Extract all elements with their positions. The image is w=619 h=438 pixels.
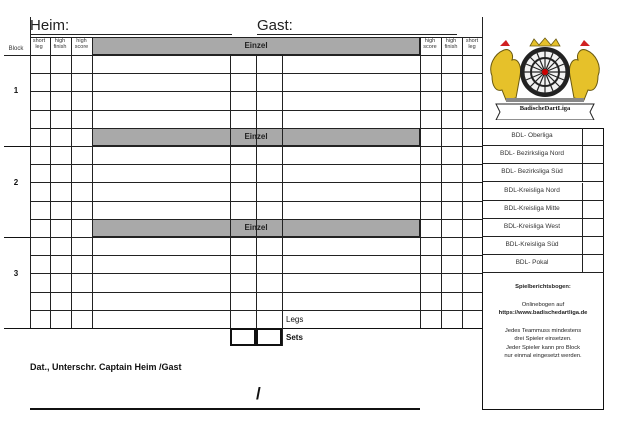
info-url-link[interactable]: https://www.badischedartliga.de (498, 310, 588, 316)
signature-label: Dat., Unterschr. Captain Heim /Gast (30, 362, 182, 372)
legs-column-line (282, 310, 283, 346)
away-sets-box[interactable] (256, 328, 282, 346)
league-checkbox[interactable] (582, 146, 604, 164)
grid-column-line (282, 55, 283, 146)
grid-column-line (420, 219, 421, 328)
league-logo (486, 36, 604, 120)
grid-column-line (50, 219, 51, 328)
grid-column-line (441, 219, 442, 328)
league-label: BDL- Pokal (515, 259, 549, 266)
block-number: 1 (13, 86, 19, 95)
short-leg-header: short leg (32, 38, 46, 50)
league-label: BDL-Kreisliga West (503, 223, 561, 230)
league-label: BDL- Bezirksliga Nord (500, 150, 564, 157)
league-row[interactable] (482, 128, 604, 146)
league-checkbox[interactable] (582, 164, 604, 182)
home-team-label: Heim: (30, 17, 70, 34)
right-high-finish-header: high finish (444, 38, 458, 50)
grid-column-line (71, 219, 72, 328)
block-column-header: Block (8, 46, 24, 52)
league-checkbox[interactable] (582, 183, 604, 201)
grid-column-line (282, 146, 283, 237)
block-header-line (4, 55, 30, 56)
high-finish-header: high finish (53, 38, 67, 50)
away-team-field[interactable] (257, 34, 457, 35)
league-row[interactable] (482, 219, 604, 237)
home-sets-box[interactable] (230, 328, 256, 346)
info-note: drei Spieler einsetzen. (514, 336, 572, 342)
league-label: BDL-Kreisliga Süd (505, 241, 559, 248)
block-separator-line (30, 17, 31, 312)
league-checkbox[interactable] (582, 237, 604, 255)
grid-column-line (230, 146, 231, 237)
league-row[interactable] (482, 255, 604, 273)
away-team-label: Gast: (257, 17, 293, 34)
grid-column-line (230, 55, 231, 146)
league-label: BDL-Kreisliga Mitte (504, 205, 560, 212)
section-top-line (30, 128, 482, 129)
grid-column-line (256, 55, 257, 146)
signature-separator: / (256, 384, 261, 403)
league-row[interactable] (482, 201, 604, 219)
league-checkbox[interactable] (582, 201, 604, 219)
right-short-leg-header: short leg (465, 38, 479, 50)
grid-column-line (462, 219, 463, 328)
signature-line[interactable] (30, 408, 420, 410)
section-title-einzel: Einzel (92, 219, 420, 237)
right-high-score-header: high score (423, 38, 437, 50)
league-row[interactable] (482, 164, 604, 182)
league-row[interactable] (482, 146, 604, 164)
league-row[interactable] (482, 237, 604, 255)
block-number: 2 (13, 178, 19, 187)
league-label: BDL- Bezirksliga Süd (501, 168, 563, 175)
section-title-einzel: Einzel (92, 128, 420, 146)
league-checkbox[interactable] (582, 255, 604, 273)
block-number: 3 (13, 269, 19, 278)
high-score-header: high score (74, 38, 89, 50)
sets-label: Sets (286, 333, 303, 342)
section-title-einzel: Einzel (92, 37, 420, 55)
info-note: Jedes Teammuss mindestens (504, 328, 582, 334)
league-label: BDL-Kreisliga Nord (504, 187, 560, 194)
legs-label: Legs (286, 315, 304, 324)
league-row[interactable] (482, 183, 604, 201)
info-note: Jeder Spieler kann pro Block (505, 345, 581, 351)
info-note: nur einmal eingesetzt werden. (504, 353, 582, 359)
league-label: BDL- Oberliga (511, 132, 553, 139)
section-top-line (30, 37, 482, 38)
home-team-field[interactable] (30, 34, 232, 35)
league-checkbox[interactable] (582, 219, 604, 237)
grid-column-line (256, 146, 257, 237)
section-top-line (30, 219, 482, 220)
grid-column-line (92, 219, 93, 328)
info-online-line: Onlinebogen auf (521, 302, 565, 308)
league-checkbox[interactable] (582, 128, 604, 146)
logo-banner-text: BadischeDartLiga (519, 105, 571, 112)
info-title: Spielberichtsbogen: (515, 284, 571, 290)
